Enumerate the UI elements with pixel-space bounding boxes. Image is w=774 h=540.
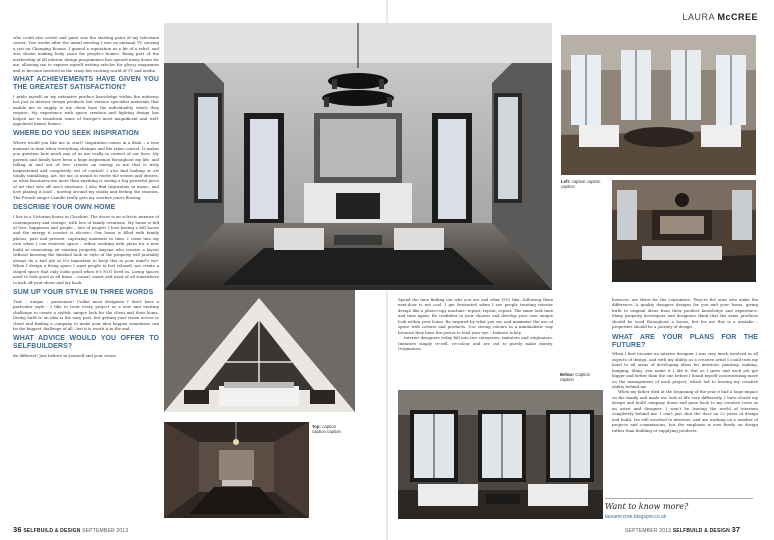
caption-left-text: caption caption caption (561, 179, 601, 189)
paragraph-designer-categories: Interior designers today fall into two categories: imitators and originators. Imitators simply re-sell, re-colour and are out to purely make money. Originators, (398, 335, 553, 352)
author-first-name: LAURA (682, 12, 718, 22)
know-more-box (605, 498, 753, 520)
footer-right (625, 525, 740, 534)
caption-top-label: Top: (312, 424, 321, 429)
paragraph-achievements: I pride myself on my extensive product knowledge within the industry, not just in interior design products but various specialist materials that enable me to supply to my client base the individuality which they require. My experience with space creation and lighting design has helped me to transform some of Europe's most magnificent and well-appointed luxury homes. (13, 93, 159, 127)
attic-bedroom-photo (164, 290, 355, 412)
caption-below-label: Below: (560, 372, 575, 377)
paragraph-advice: Be different! Just believe in yourself and your vision. (13, 353, 117, 359)
footer-right-date: SEPTEMBER 2013 (625, 528, 672, 534)
hero-living-room-photo (164, 23, 552, 290)
paragraph-own-home: I live in a Victorian house in Cheshire. The decor is an eclectic mixture of contemporary and vintage, with lots of family creations. My home is full of love, happiness and people – lots of people! I love having a full house and the energy it creates is electric. Our home is filled with family photos, past and present, capturing moments in time. I come into my own when I can reinvent space – either working with plans for a new build or renovating an existing property. Anyone who creates a layout without knowing the finished look or style of the property will probably always do a bad job so it's important to keep this in your mind's eye. When I design a living space I want people to feel relaxed, not create a staged space that only looks good when it's NOT lived in. Living spaces need to look good at all times – casual, smart and most of all somewhere to kick off your shoes and lay back. (13, 214, 159, 285)
page-number-right: 37 (731, 525, 741, 534)
paragraph-be-different: Spend the time finding out who you are and what YOU like...following them next-door is not cool. I get frustrated when I see people treating interior design like a photo-copy machine: repeat, repeat, repeat. The same look time and time again. Be confident in your choices and develop your own unique look within your home. Be inspired by what you see and maximise the use of space with colours and products. Use strong colours in a minimalistic way because they have the power to lead your eye – balance is key. (398, 297, 553, 335)
caption-below (560, 372, 600, 382)
caption-below-text: Caption caption (560, 372, 591, 382)
shuttered-lounge-photo (398, 390, 603, 519)
footer-right-magazine: SELFBUILD & DESIGN (672, 528, 730, 534)
heading-advice: WHAT ADVICE WOULD YOU OFFER TO SELFBUILDERS? (13, 335, 159, 351)
dining-area-photo (612, 180, 756, 282)
author-header (682, 12, 758, 22)
author-last-name: McCREE (717, 12, 758, 22)
paragraph-inspiration: Where would you like me to start? Inspiration comes in a flash – a true moment in time when everything changes and life takes control. It makes you question how much any of us are really in control of our lives. My parents and family have been a huge inspiration throughout my life, and falling in and out of love creates an energy in me that is truly inspirational and completely out of control! I also find looking at art totally tantalising. Art, for me, is meant to excite the senses and desires, so what fascinates me more than anything is seeing a big powerful piece of art that sets off one's emotions. I also find inspiration in music, and love playing it loud – moving around my studio and feeling the emotion. The French singer Camille really gets my creative juices flowing. (13, 140, 159, 200)
paragraph-originators: however, are there for the consumers. They're the ones who make the difference. A quality designer designs for you and your home, giving birth to original ideas from their product knowledge and experience. Many property developers and designers think that the same products should be used throughout a house, but for me this is a mistake – properties should be a journey of design. (612, 297, 758, 330)
footer-left-magazine: SELFBUILD & DESIGN (23, 528, 81, 534)
heading-style: SUM UP YOUR STYLE IN THREE WORDS (13, 288, 154, 296)
footer-left-date: SEPTEMBER 2013 (82, 528, 129, 534)
article-column-middle (398, 297, 553, 365)
paragraph-future-2: When my father died at the beginning of the year it had a huge impact on the family and made me look at life very differently. I have closed my design and build company down and gone back to my creative roots as an artist and designer. I won't be leaving the world of interiors completely behind me. I can't just shut the door on 22 years of design and build. I'm still involved in interiors, and am working on a number of projects and commissions, but the emphasis is now firmly on design rather than building or supplying products. (612, 389, 758, 433)
caption-left-label: Left: (561, 179, 571, 184)
heading-achievements: WHAT ACHIEVEMENTS HAVE GIVEN YOU THE GREATEST SATISFACTION? (13, 76, 159, 91)
lounge-window-photo (561, 35, 756, 175)
caption-left (561, 179, 601, 189)
blog-link[interactable]: lauramccree.blogspot.co.uk (605, 514, 667, 520)
dining-room-photo (164, 422, 309, 518)
paragraph-future-1: When I first became an interior designer I was very much involved in all aspects of design, and with my ability as a creative artist I could turn my hand to all areas of developing ideas for interiors: painting, making, hanging, tiling…you name it I did it. But as I grew and each job got bigger and better than the one before I found myself concentrating more on the management of each project, which led to leaving my creative ability behind me. (612, 351, 758, 390)
heading-inspiration: WHERE DO YOU SEEK INSPIRATION (13, 130, 139, 138)
intro-paragraph: who could also create and paint was the starting point of my television career. Two weeks after the initial meeting I was on national TV causing a riot on Changing Rooms. I gained a reputation as a bit of a rebel, and was shown making body casts for people's homes. Being part of the mothership of all interior design programmes has opened many doors for me, allowing me to express myself writing articles for glossy magazines and to become involved in the crazy but exciting world of TV and media. (13, 35, 159, 73)
footer-left (13, 525, 128, 534)
paragraph-style: True – unique – passionate! Unlike most designers I don't have a particular style - I like to treat every project as a new and exciting challenge to create a stylish, unique look for the client and their home. Giving birth to an idea is the easy part, but getting your vision across to client and finding a company to make your idea happen sometimes can be the biggest challenge of all...but it is worth it in the end. (13, 298, 159, 332)
page-number-left: 36 (13, 525, 22, 534)
heading-future-plans: WHAT ARE YOUR PLANS FOR THE FUTURE? (612, 333, 758, 349)
caption-top (312, 424, 347, 434)
article-column-left (13, 35, 159, 522)
article-column-right (612, 297, 758, 495)
heading-own-home: DESCRIBE YOUR OWN HOME (13, 204, 116, 212)
caption-top-text: caption caption caption (312, 424, 341, 434)
know-more-question: Want to know more? (605, 502, 689, 511)
